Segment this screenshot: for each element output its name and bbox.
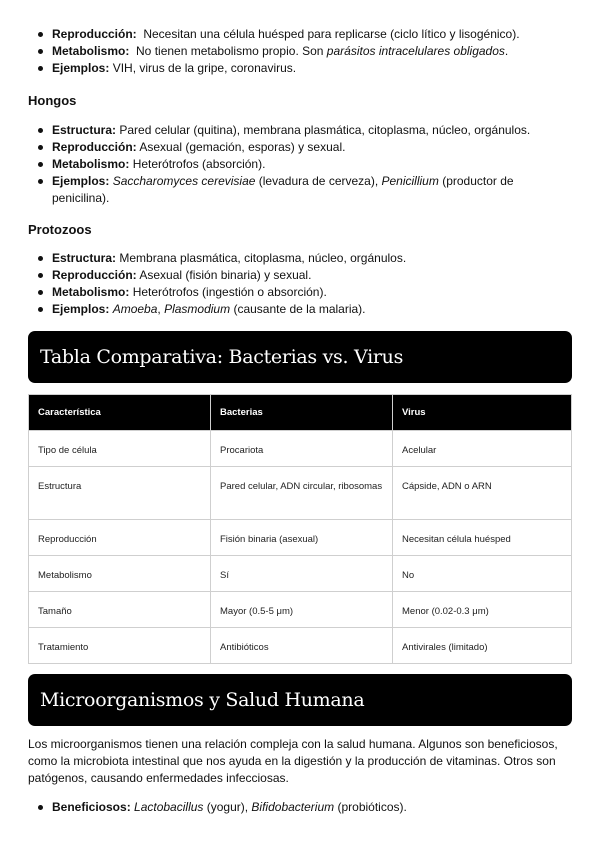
table-cell: Antivirales (limitado): [393, 628, 572, 664]
list-item: Beneficiosos: Lactobacillus (yogur), Bifidobacterium (probióticos).: [36, 799, 566, 816]
table-cell: Menor (0.02-0.3 μm): [393, 592, 572, 628]
comparison-table: [28, 394, 572, 664]
protozoos-bullet-list: [36, 250, 566, 318]
table-row: [29, 467, 572, 520]
table-cell: Tipo de célula: [29, 431, 211, 467]
table-cell: Tamaño: [29, 592, 211, 628]
table-cell: Reproducción: [29, 520, 211, 556]
list-item: Metabolismo: Heterótrofos (ingestión o absorción).: [36, 284, 566, 301]
salud-bullet-list: [36, 799, 566, 816]
list-item: Reproducción: Asexual (fisión binaria) y sexual.: [36, 267, 566, 284]
table-cell: Cápside, ADN o ARN: [393, 467, 572, 520]
list-item: Estructura: Membrana plasmática, citoplasma, núcleo, orgánulos.: [36, 250, 566, 267]
table-cell: Procariota: [211, 431, 393, 467]
list-item: Reproducción: Necesitan una célula huésped para replicarse (ciclo lítico y lisogénico).: [36, 26, 566, 43]
list-item: Ejemplos: VIH, virus de la gripe, coronavirus.: [36, 60, 566, 77]
table-row: [29, 431, 572, 467]
column-header: Virus: [393, 395, 572, 431]
table-cell: Sí: [211, 556, 393, 592]
column-header: Bacterias: [211, 395, 393, 431]
table-row: [29, 592, 572, 628]
column-header: Característica: [29, 395, 211, 431]
list-item: Estructura: Pared celular (quitina), membrana plasmática, citoplasma, núcleo, orgánulos.: [36, 122, 566, 139]
list-item: Ejemplos: Saccharomyces cerevisiae (levadura de cerveza), Penicillium (productor de penicilina).: [36, 173, 566, 207]
table-cell: Estructura: [29, 467, 211, 520]
list-item: Ejemplos: Amoeba, Plasmodium (causante de la malaria).: [36, 301, 566, 318]
table-cell: Necesitan célula huésped: [393, 520, 572, 556]
hongos-bullet-list: [36, 122, 566, 207]
list-item: Metabolismo: Heterótrofos (absorción).: [36, 156, 566, 173]
virus-bullet-list: [36, 26, 566, 77]
table-cell: No: [393, 556, 572, 592]
table-row: [29, 628, 572, 664]
list-item: Reproducción: Asexual (gemación, esporas) y sexual.: [36, 139, 566, 156]
table-cell: Acelular: [393, 431, 572, 467]
table-cell: Antibióticos: [211, 628, 393, 664]
table-cell: Metabolismo: [29, 556, 211, 592]
salud-section-title: Microorganismos y Salud Humana: [28, 674, 572, 726]
hongos-heading: Hongos: [28, 93, 77, 108]
salud-paragraph: Los microorganismos tienen una relación compleja con la salud humana. Algunos son beneficiosos, como la microbiota intestinal que nos ayuda en la digestión y la producción de vitaminas. Otros son patógenos, causando enfermedades infecciosas.: [28, 737, 558, 785]
protozoos-heading: Protozoos: [28, 222, 92, 237]
tabla-section-title: Tabla Comparativa: Bacterias vs. Virus: [28, 331, 572, 383]
table-header-row: [29, 395, 572, 431]
table-cell: Mayor (0.5-5 μm): [211, 592, 393, 628]
table-cell: Tratamiento: [29, 628, 211, 664]
table-row: [29, 520, 572, 556]
table-cell: Fisión binaria (asexual): [211, 520, 393, 556]
table-cell: Pared celular, ADN circular, ribosomas: [211, 467, 393, 520]
table-row: [29, 556, 572, 592]
list-item: Metabolismo: No tienen metabolismo propio. Son parásitos intracelulares obligados.: [36, 43, 566, 60]
